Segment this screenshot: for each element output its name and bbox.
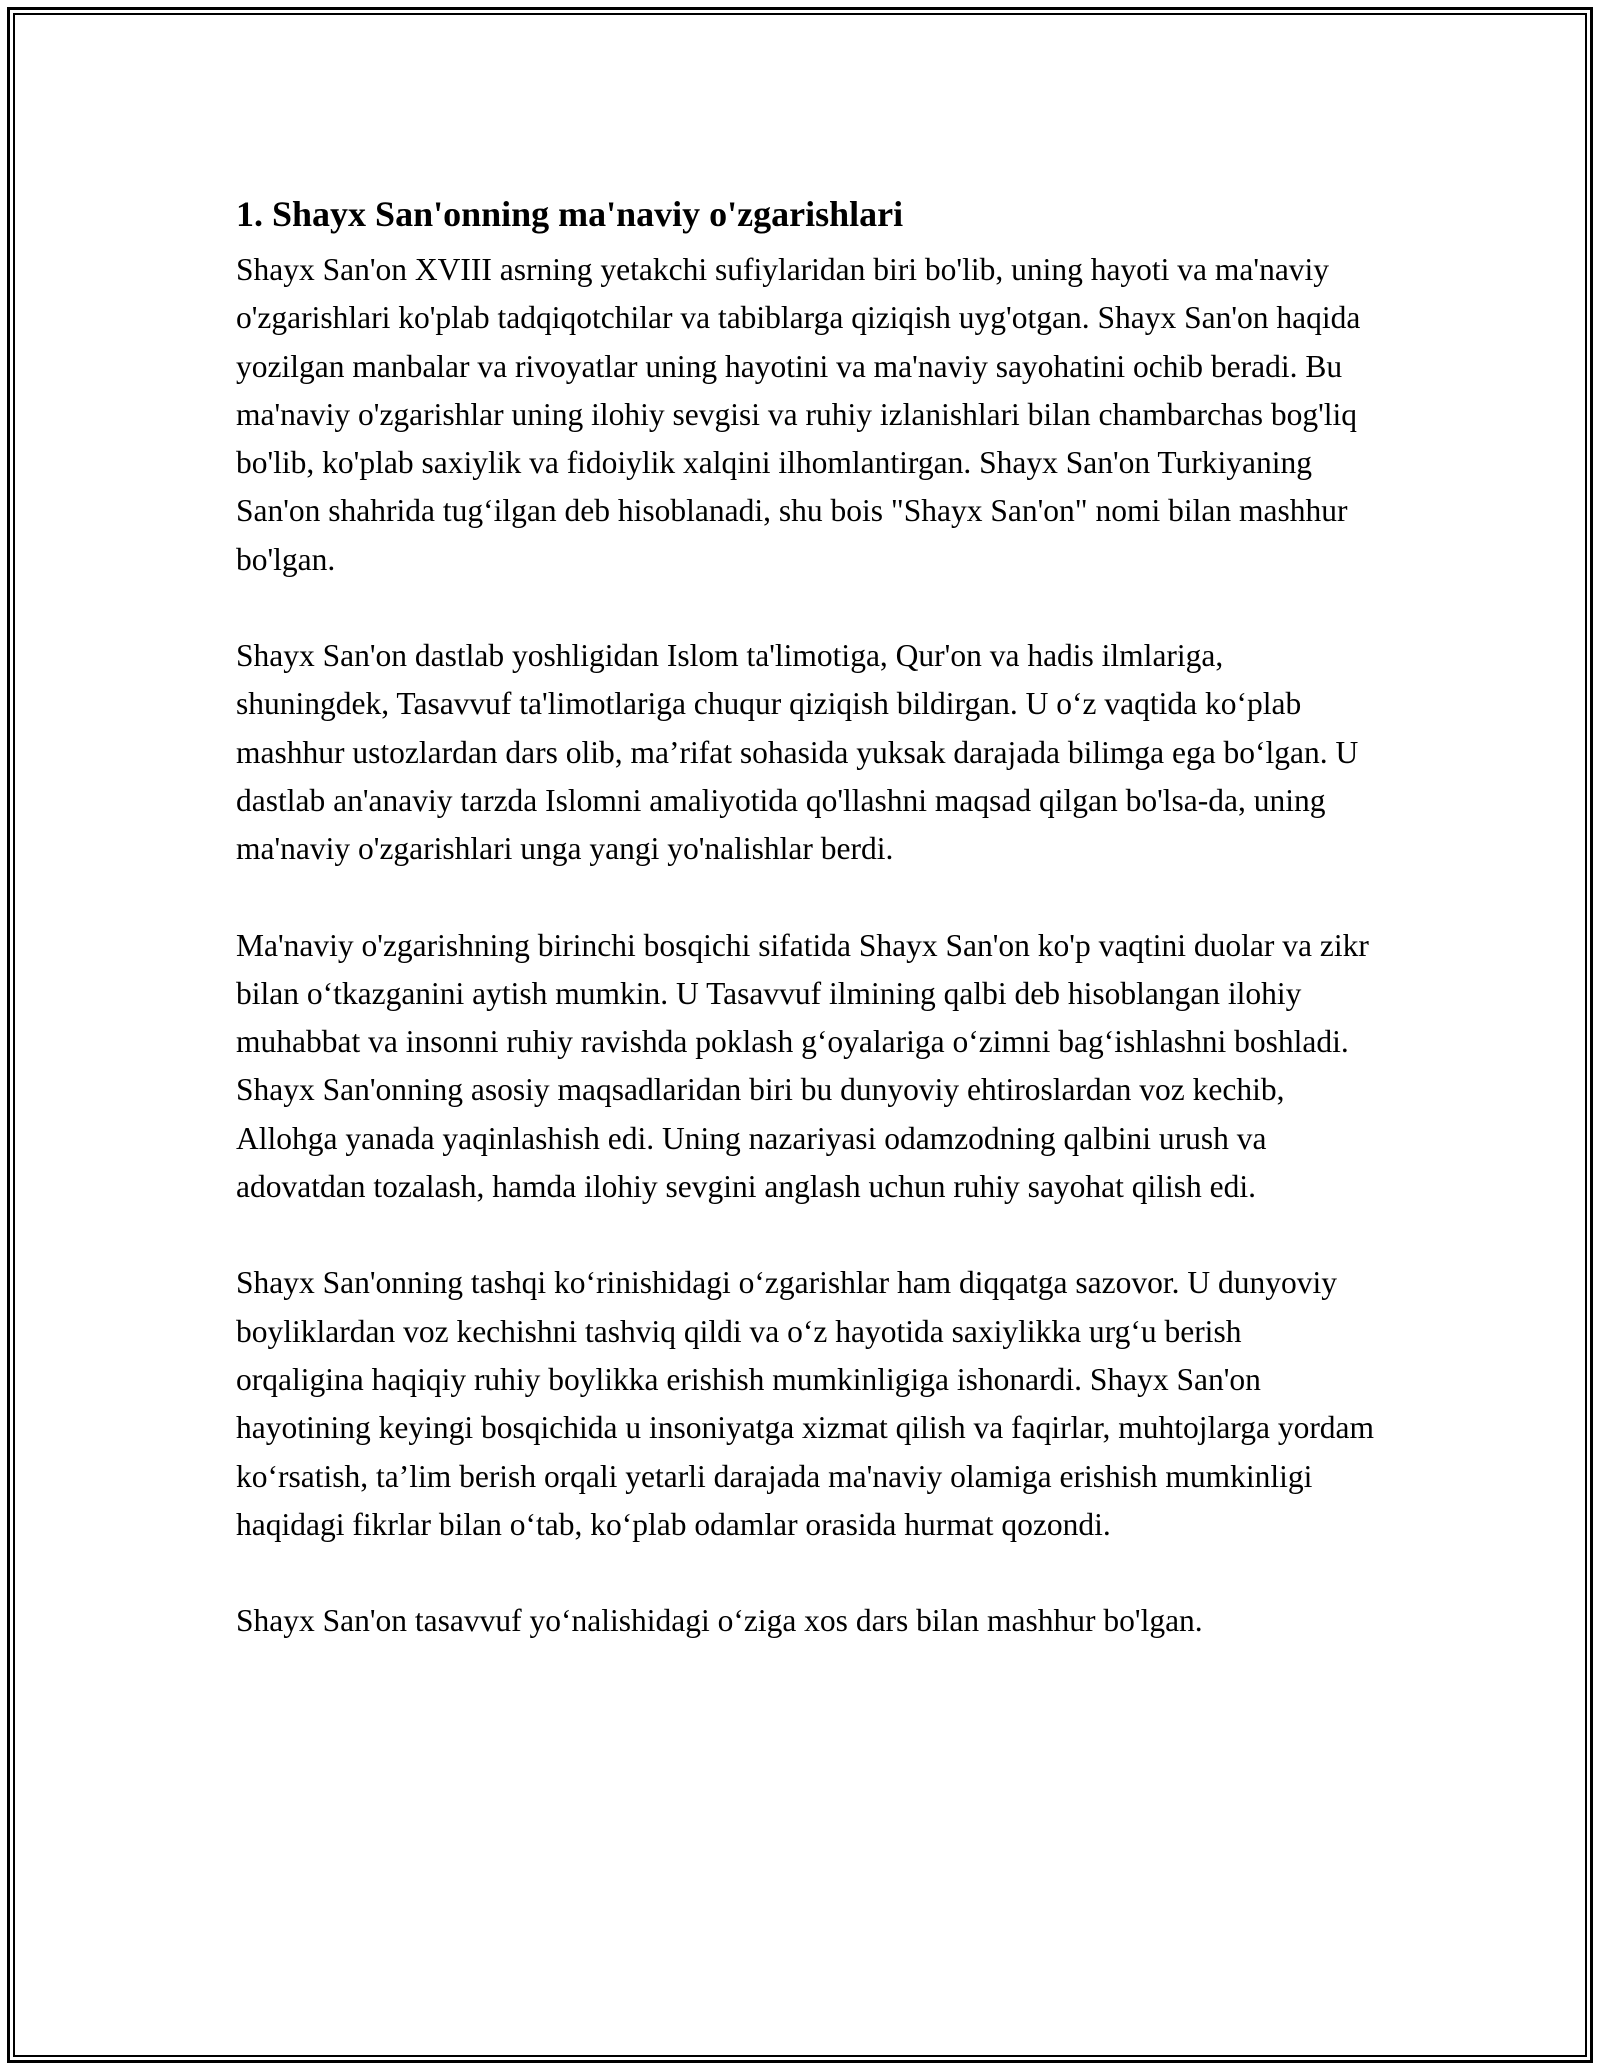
section-heading: 1. Shayx San'onning ma'naviy o'zgarishlari	[236, 194, 904, 234]
paragraph-5: Shayx San'on tasavvuf yo‘nalishidagi o‘ziga xos dars bilan mashhur bo'lgan.	[236, 1603, 1203, 1639]
paragraph-2: Shayx San'on dastlab yoshligidan Islom ta'limotiga, Qur'on va hadis ilmlariga, shuningdek, Tasavvuf ta'limotlariga chuqur qiziqish bildirgan. U o‘z vaqtida ko‘plab mashhur ustozlardan dars olib, ma’rifat sohasida yuksak darajada bilimga ega bo‘lgan. U dastlab an'anaviy tarzda Islomni amaliyotida qo'llashni maqsad qilgan bo'lsa-da, uning ma'naviy o'zgarishlari unga yangi yo'nalishlar berdi.	[236, 638, 1359, 867]
paragraph-3: Ma'naviy o'zgarishning birinchi bosqichi sifatida Shayx San'on ko'p vaqtini duolar va zikr bilan o‘tkazganini aytish mumkin. U Tasavvuf ilmining qalbi deb hisoblangan ilohiy muhabbat va insonni ruhiy ravishda poklash g‘oyalariga o‘zimni bag‘ishlashni boshladi. Shayx San'onning asosiy maqsadlaridan biri bu dunyoviy ehtiroslardan voz kechib, Allohga yanada yaqinlashish edi. Uning nazariyasi odamzodning qalbini urush va adovatdan tozalash, hamda ilohiy sevgini anglash uchun ruhiy sayohat qilish edi.	[236, 927, 1369, 1205]
document-body	[236, 184, 1376, 1693]
paragraph-1: Shayx San'on XVIII asrning yetakchi sufiylaridan biri bo'lib, uning hayoti va ma'naviy o'zgarishlari ko'plab tadqiqotchilar va tabiblarga qiziqish uyg'otgan. Shayx San'on haqida yozilgan manbalar va rivoyatlar uning hayotini va ma'naviy sayohatini ochib beradi. Bu ma'naviy o'zgarishlar uning ilohiy sevgisi va ruhiy izlanishlari bilan chambarchas bog'liq bo'lib, ko'plab saxiylik va fidoiylik xalqini ilhomlantirgan. Shayx San'on Turkiyaning San'on shahrida tug‘ilgan deb hisoblanadi, shu bois "Shayx San'on" nomi bilan mashhur bo'lgan.	[236, 252, 1361, 577]
paragraph-4: Shayx San'onning tashqi ko‘rinishidagi o‘zgarishlar ham diqqatga sazovor. U dunyoviy boyliklardan voz kechishni tashviq qildi va o‘z hayotida saxiylikka urg‘u berish orqaligina haqiqiy ruhiy boylikka erishish mumkinligiga ishonardi. Shayx San'on hayotining keyingi bosqichida u insoniyatga xizmat qilish va faqirlar, muhtojlarga yordam ko‘rsatish, ta’lim berish orqali yetarli darajada ma'naviy olamiga erishish mumkinligi haqidagi fikrlar bilan o‘tab, ko‘plab odamlar orasida hurmat qozondi.	[236, 1265, 1375, 1542]
